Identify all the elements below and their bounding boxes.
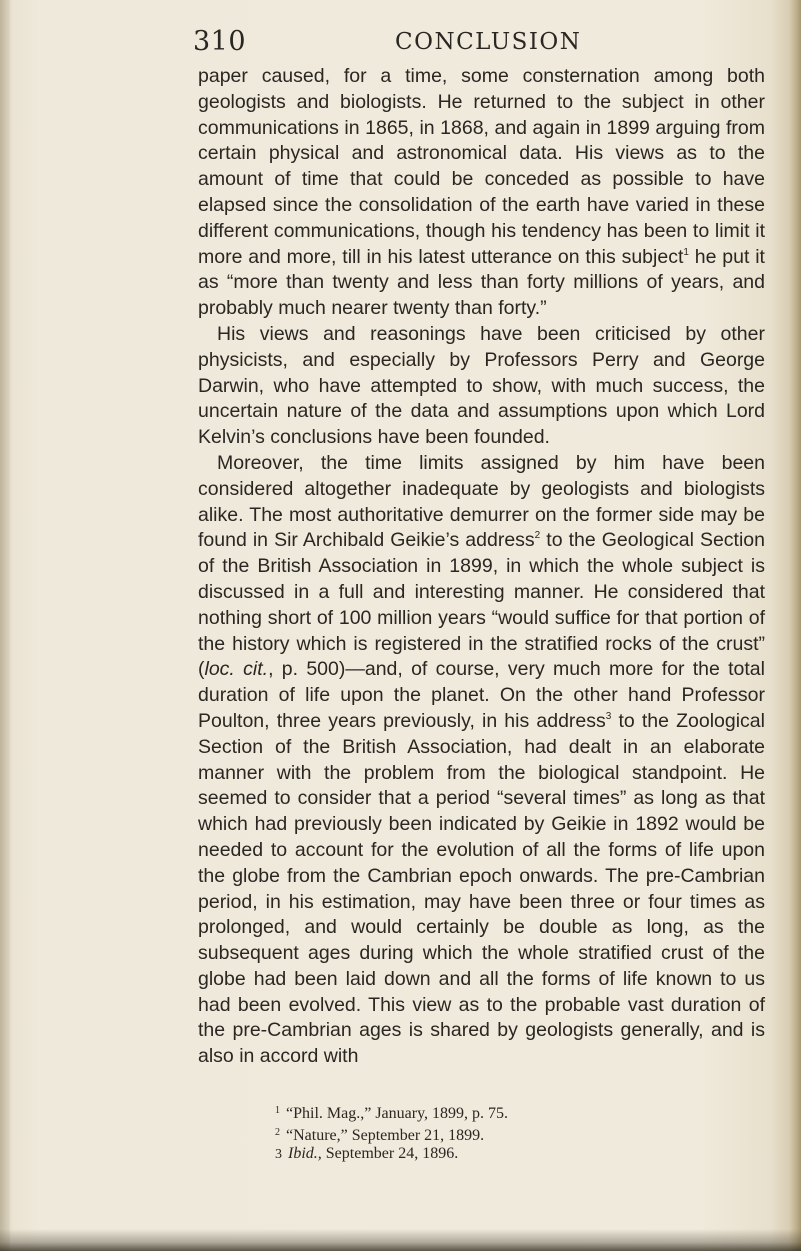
footnote-mark: 3 xyxy=(275,1147,282,1162)
footnotes xyxy=(275,1102,695,1165)
paragraph-3-part-3: , p. 500)—and, of course, very much more for the total duration of life upon the planet. On the other hand Professor Poulton, three years previously, in his address xyxy=(198,658,765,732)
loc-cit: loc. cit. xyxy=(204,658,269,681)
footnote-1 xyxy=(275,1102,695,1124)
footnote-mark: 1 xyxy=(275,1105,280,1116)
footnote-mark: 2 xyxy=(275,1126,280,1138)
page-edge-shadow xyxy=(789,0,801,1251)
paragraph-1 xyxy=(198,64,765,322)
page-gutter-shadow xyxy=(0,0,10,1251)
paragraph-3 xyxy=(198,451,765,1070)
footnote-text: “Phil. Mag.,” January, 1899, p. 75. xyxy=(286,1105,509,1122)
page-number: 310 xyxy=(193,26,247,57)
paragraph-2-text: His views and reasonings have been criticised by other physicists, and especially by Professors Perry and George Darwin, who have attempted to show, with much success, the uncertain nature of the data and assumptions upon which Lord Kelvin’s conclusions have been founded. xyxy=(198,322,765,449)
paragraph-3-part-2: to the Geological Section of the British Association in 1899, in which the whole subject is discussed in a full and interesting manner. He considered that nothing short of 100 million years “would suffice for that portion of the history which is registered in the stratified rocks of the crust” ( xyxy=(198,529,765,681)
paragraph-2 xyxy=(198,322,765,451)
paragraph-3-part-4: to the Zoological Section of the British Association, had dealt in an elaborate manner with the problem from the biological standpoint. He seemed to consider that a period “several times” as long as that which had previously been indicated by Geikie in 1892 would be needed to account for the evolution of all the forms of life upon the globe from the Cambrian epoch onwards. The pre-Cambrian period, in his estimation, may have been three or four times as prolonged, and would certainly be double as long, as the subsequent ages during which the whole stratified crust of the globe had been laid down and all the forms of life known to us had been evolved. This view as to the probable vast duration of the pre-Cambrian ages is shared by geologists generally, and is also in accord with xyxy=(198,709,765,1068)
footnote-ibid: Ibid., xyxy=(288,1145,322,1162)
footnote-text: “Nature,” September 21, 1899. xyxy=(286,1126,485,1144)
footnote-3 xyxy=(275,1145,695,1165)
footnote-ref-1: 1 xyxy=(683,246,689,258)
paragraph-3-part-1: Moreover, the time limits assigned by him have been considered altogether inadequate by geologists and biologists alike. The most authoritative demurrer on the former side may be found in Sir Archibald Geikie’s address xyxy=(198,451,765,552)
paragraph-1-text: paper caused, for a time, some consternation among both geologists and biologists. He returned to the subject in other communications in 1865, in 1868, and again in 1899 arguing from certain physical and astronomical data. His views as to the amount of time that could be conceded as possible to have elapsed since the consolidation of the earth have varied in these different communications, though his tendency has been to limit it more and more, till in his latest utterance on this subject xyxy=(198,65,765,268)
page-bottom-shadow xyxy=(0,1229,801,1251)
footnote-2 xyxy=(275,1124,695,1146)
page-header xyxy=(193,26,753,62)
footnote-ref-3: 3 xyxy=(605,710,612,722)
footnote-ref-2: 2 xyxy=(534,530,541,542)
paragraph-1-text-after: he put it as “more than twenty and less than forty millions of years, and probably much nearer twenty than forty.” xyxy=(198,245,765,320)
footnote-text: September 24, 1896. xyxy=(321,1145,459,1162)
running-head: CONCLUSION xyxy=(395,29,582,55)
body-text xyxy=(198,64,765,1070)
